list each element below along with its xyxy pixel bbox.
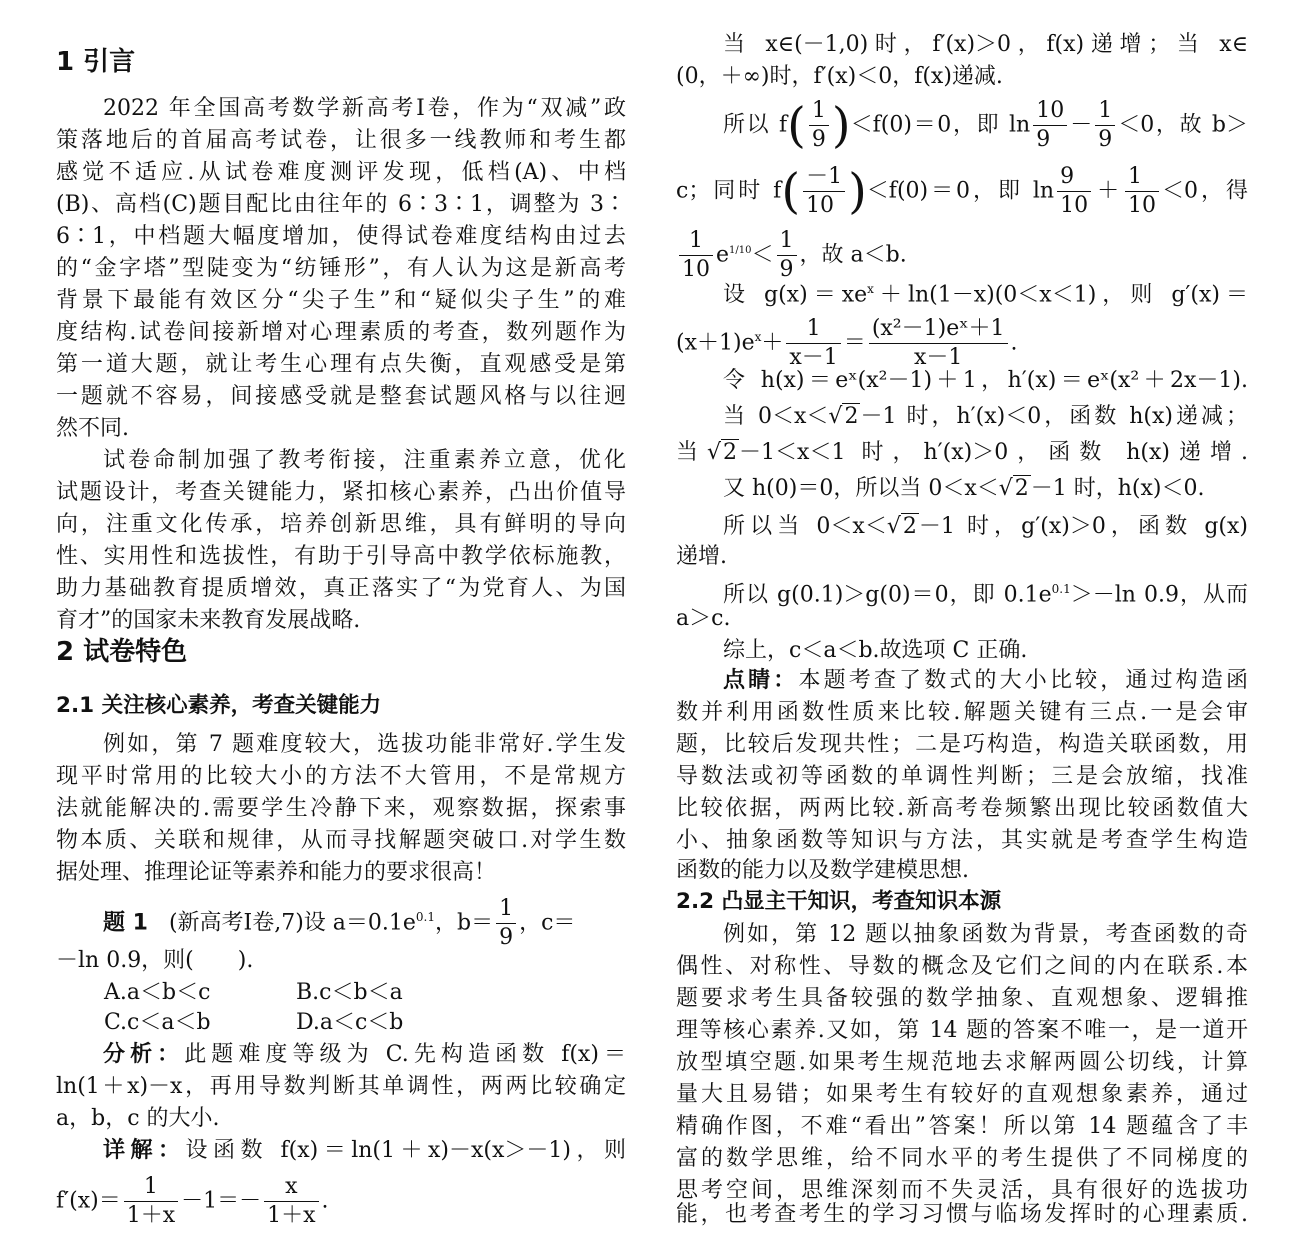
numerator: 1 — [124, 1176, 178, 1202]
text-line: 比较依据，两两比较.新高考卷频繁出现比较函数值大 — [676, 796, 1248, 821]
text-line: 富的数学思维，给不同水平的考生提供了不同梯度的 — [676, 1146, 1248, 1171]
math-text: 所以 f — [723, 112, 788, 138]
text-line: 偶性、对称性、导数的概念及它们之间的内在联系.本 — [676, 954, 1248, 979]
numerator: 10 — [1033, 100, 1067, 126]
text-line: 试卷命制加强了教考衔接，注重素养立意，优化 — [103, 448, 626, 473]
fraction — [803, 166, 845, 217]
remark-line — [676, 666, 1248, 696]
math-text: ＜0，故 b＞ — [1118, 112, 1248, 138]
text-line: 例如，第 12 题以抽象函数为背景，考查函数的奇 — [723, 922, 1248, 947]
text-line: 物本质、关联和规律，从而寻找解题突破口.对学生数 — [56, 828, 626, 853]
math-text: ＜f(0)＝0，即 ln — [866, 178, 1055, 204]
text-line: 小、抽象函数等知识与方法，其实就是考查学生构造 — [676, 828, 1248, 853]
math-text: －1＜x＜1 时，h′(x)＞0，函数 h(x)递增. — [739, 440, 1248, 465]
math-text: ＜ — [751, 242, 774, 268]
sqrt-value: 2 — [723, 440, 738, 465]
denominator: 9 — [1098, 127, 1113, 152]
math-text: 所以 g(0.1)＞g(0)＝0，即 0.1e — [723, 582, 1052, 608]
math-text: ＋ — [761, 330, 784, 356]
fraction — [809, 100, 829, 151]
text-line: 令 h(x)＝eˣ(x²－1)＋1，h′(x)＝eˣ(x²＋2x－1). — [723, 368, 1248, 393]
question-text: ，b＝ — [435, 910, 494, 936]
exponent: 0.1 — [1051, 582, 1071, 596]
math-text: ＞－ln 0.9，从而 — [1070, 582, 1248, 608]
detail-text: 设函数 f(x)＝ln(1＋x)－x(x＞－1)，则 — [185, 1138, 626, 1163]
detail-line — [56, 1136, 626, 1166]
text-line: 数并利用函数性质来比较.解题关键有三点.一是会审 — [676, 700, 1248, 725]
text-line: 现平时常用的比较大小的方法不大管用，不是常规方 — [56, 764, 626, 789]
text-line: 函数的能力以及数学建模思想. — [676, 858, 969, 883]
exponent: x — [754, 330, 762, 345]
math-text: －1＝－ — [181, 1188, 262, 1214]
text-line: 理等核心素养.又如，第 14 题的答案不唯一，是一道开 — [676, 1018, 1248, 1043]
text-line: (B)、高档(C)题目配比由往年的 6∶3∶1，调整为 3∶ — [56, 192, 626, 217]
exponent: 0.1 — [415, 910, 436, 925]
text-line: 策落地后的首届高考试卷，让很多一线教师和考生都 — [56, 128, 626, 153]
option-a: A.a＜b＜c — [104, 980, 211, 1005]
fraction — [1057, 166, 1091, 217]
text-line: 2022 年全国高考数学新高考Ⅰ卷，作为“双减”政 — [103, 96, 626, 121]
fraction — [496, 898, 516, 949]
math-text: 所以当 0＜x＜ — [723, 514, 887, 539]
denominator: 10 — [1060, 193, 1089, 218]
text-line: 导数法或初等函数的单调性判断；三是会放缩，找准 — [676, 764, 1248, 789]
section-2-title: 2 试卷特色 — [56, 637, 188, 667]
analysis-text: 此题难度等级为 C.先构造函数 f(x)＝ — [184, 1042, 626, 1067]
denominator: x－1 — [789, 345, 838, 370]
numerator: 1 — [786, 318, 840, 344]
section-2-2-title: 2.2 凸显主干知识，考查知识本源 — [676, 889, 1002, 914]
math-text: c；同时 f — [676, 178, 782, 204]
math-text: 设 g(x)＝xe — [723, 282, 868, 308]
exponent: 1/10 — [729, 245, 752, 257]
math-text: －1 时，h′(x)＜0，函数 h(x)递减； — [860, 404, 1248, 429]
text-line: 题，比较后发现共性；二是巧构造，构造关联函数，用 — [676, 732, 1248, 757]
exponent: x — [867, 282, 874, 296]
numerator: 1 — [809, 100, 829, 126]
text-line: ln(1＋x)－x，再用导数判断其单调性，两两比较确定 — [56, 1074, 626, 1099]
text-line: 第一道大题，就让考生心理有点失衡，直观感受是第 — [56, 352, 626, 377]
math-text: －1 时，g′(x)＞0，函数 g(x) — [918, 514, 1248, 539]
math-text: (x＋1)e — [676, 330, 755, 356]
math-text: e — [716, 242, 730, 268]
denominator: 9 — [1036, 127, 1051, 152]
text-line: 试题设计，考查关键能力，紧扣核心素养，凸出价值导 — [56, 480, 626, 505]
numerator: (x²－1)eˣ＋1 — [869, 318, 1008, 344]
text-line: 能，也考查考生的学习习惯与临场发挥时的心理素质. — [676, 1202, 1248, 1227]
text-line: 6∶1，中档题大幅度增加，使得试卷难度结构由过去 — [56, 224, 626, 249]
text-line: 助力基础教育提质增效，真正落实了“为党育人、为国 — [56, 576, 626, 601]
derivative-line — [56, 1176, 626, 1227]
option-b: B.c＜b＜a — [296, 980, 403, 1005]
text-line: 所以当 0＜x＜√2－1 时，g′(x)＞0，函数 g(x) — [723, 514, 1248, 539]
fraction — [1125, 166, 1159, 217]
fraction — [1095, 100, 1115, 151]
text-line: 性、实用性和选拔性，有助于引导高中教学依标施教， — [56, 544, 626, 569]
text-line: 育才”的国家未来教育发展战略. — [56, 608, 361, 633]
math-text: 当 0＜x＜ — [723, 404, 829, 429]
option-d: D.a＜c＜b — [296, 1010, 404, 1035]
denominator: 9 — [779, 257, 794, 282]
text-line: 的“金字塔”型陡变为“纺锤形”，有人认为这是新高考 — [56, 256, 626, 281]
question-text: (新高考Ⅰ卷,7)设 a＝0.1e — [168, 910, 416, 936]
remark-text: 本题考查了数式的大小比较，通过构造函 — [798, 668, 1248, 693]
text-line: 当 0＜x＜√2－1 时，h′(x)＜0，函数 h(x)递减； — [723, 404, 1248, 429]
math-text: ＋ — [1094, 178, 1123, 204]
text-line: 例如，第 7 题难度较大，选拔功能非常好.学生发 — [103, 732, 626, 757]
text-line: 当√2－1＜x＜1 时，h′(x)＞0，函数 h(x)递增. — [676, 440, 1248, 465]
text-line: 然不同. — [56, 416, 129, 441]
denominator: 1＋x — [267, 1203, 316, 1228]
fraction — [264, 1176, 318, 1227]
numerator: －1 — [803, 166, 845, 192]
math-text: ＜f(0)＝0，即 ln — [850, 112, 1031, 138]
text-line: 度结构.试卷间接新增对心理素质的考查，数列题作为 — [56, 320, 626, 345]
sqrt-value: 2 — [902, 514, 917, 539]
numerator: 1 — [679, 230, 713, 256]
denominator: x－1 — [913, 345, 963, 370]
denominator: 1＋x — [126, 1203, 176, 1228]
math-text: . — [321, 1188, 329, 1214]
question-text: ，c＝ — [519, 910, 576, 936]
sqrt-value: 2 — [844, 404, 859, 429]
math-text: ＋ln(1－x)(0＜x＜1)，则 g′(x)＝ — [873, 282, 1248, 308]
math-text: ＝ — [843, 330, 866, 356]
analysis-label: 分析： — [103, 1042, 185, 1067]
text-line: 据处理、推理论证等素养和能力的要求很高！ — [56, 860, 497, 885]
denominator: 9 — [499, 925, 514, 950]
compare-line-2: c；同时 f( $\frac{-1}{10}$ )＜f(0)＝0，即 ln $\frac{9}{10}$ ＋ $\frac{1}{10}$ ＜0，得 — [676, 163, 1248, 220]
numerator: 1 — [777, 230, 797, 256]
question-line-2: －ln 0.9，则( ). — [56, 948, 254, 973]
section-2-1-title: 2.1 关注核心素养，考查关键能力 — [56, 693, 382, 718]
text-line: 题要求考生具备较强的数学抽象、直观想象、逻辑推 — [676, 986, 1248, 1011]
text-line: 精确作图，不难“看出”答案！所以第 14 题蕴含了丰 — [676, 1114, 1248, 1139]
question-1 — [56, 898, 626, 949]
numerator: 1 — [496, 898, 516, 924]
text-line: 一题就不容易，间接感受就是整套试题风格与以往迥 — [56, 384, 626, 409]
denominator: 10 — [682, 257, 710, 282]
denominator: 9 — [811, 127, 826, 152]
analysis-line — [56, 1040, 626, 1070]
text-line: 背景下最能有效区分“尖子生”和“疑似尖子生”的难 — [56, 288, 626, 313]
math-text: 当 — [676, 440, 708, 465]
text-line: 综上，c＜a＜b.故选项 C 正确. — [723, 638, 1028, 663]
math-text: . — [1010, 330, 1018, 356]
text-line: 法就能解决的.需要学生冷静下来，观察数据，探索事 — [56, 796, 626, 821]
compare-line-1: 所以 f( $\frac{1}{9}$ )＜f(0)＝0，即 ln $\frac{10}{9}$ － $\frac{1}{9}$ ＜0，故 b＞ — [723, 97, 1248, 154]
sqrt-value: 2 — [1014, 476, 1029, 501]
math-text: ，故 a＜b. — [799, 242, 907, 268]
math-text: － — [1070, 112, 1093, 138]
numerator: x — [264, 1176, 318, 1202]
fraction — [786, 318, 840, 369]
text-line: 量大且易错；如果考生有较好的直观想象素养，通过 — [676, 1082, 1248, 1107]
text-line: 思考空间，思维深刻而不失灵活，具有很好的选拔功 — [676, 1178, 1248, 1203]
text-line: 向，注重文化传承，培养创新思维，具有鲜明的导向 — [56, 512, 626, 537]
text-line: 递增. — [676, 544, 727, 569]
option-c: C.c＜a＜b — [104, 1010, 211, 1035]
text-line: 又 h(0)＝0，所以当 0＜x＜√2－1 时，h(x)＜0. — [723, 476, 1205, 501]
math-text: f′(x)＝ — [56, 1188, 121, 1214]
fraction — [1033, 100, 1067, 151]
numerator: 9 — [1057, 166, 1091, 192]
text-line: a，b，c 的大小. — [56, 1106, 220, 1131]
math-text: ＜0，得 — [1162, 178, 1248, 204]
math-text: 又 h(0)＝0，所以当 0＜x＜ — [723, 476, 999, 501]
fraction — [124, 1176, 178, 1227]
text-line: a＞c. — [676, 606, 731, 631]
numerator: 1 — [1125, 166, 1159, 192]
denominator: 10 — [1128, 193, 1157, 218]
text-line: 感觉不适应.从试卷难度测评发现，低档(A)、中档 — [56, 160, 626, 185]
text-line: 放型填空题.如果考生规范地去求解两圆公切线，计算 — [676, 1050, 1248, 1075]
section-1-title: 1 引言 — [56, 47, 136, 77]
g-derivative-line — [676, 318, 1248, 369]
numerator: 1 — [1095, 100, 1115, 126]
question-label: 题 1 — [103, 910, 148, 936]
denominator: 10 — [806, 193, 835, 218]
detail-label: 详解： — [103, 1138, 186, 1163]
define-g-line — [676, 274, 1248, 310]
math-text: －1 时，h(x)＜0. — [1030, 476, 1205, 501]
text-line: (0，＋∞)时，f′(x)＜0，f(x)递减. — [676, 64, 1003, 89]
fraction — [869, 318, 1008, 369]
text-line: 当 x∈(－1,0)时，f′(x)＞0，f(x)递增；当 x∈ — [723, 32, 1248, 57]
remark-label: 点睛： — [723, 668, 799, 693]
